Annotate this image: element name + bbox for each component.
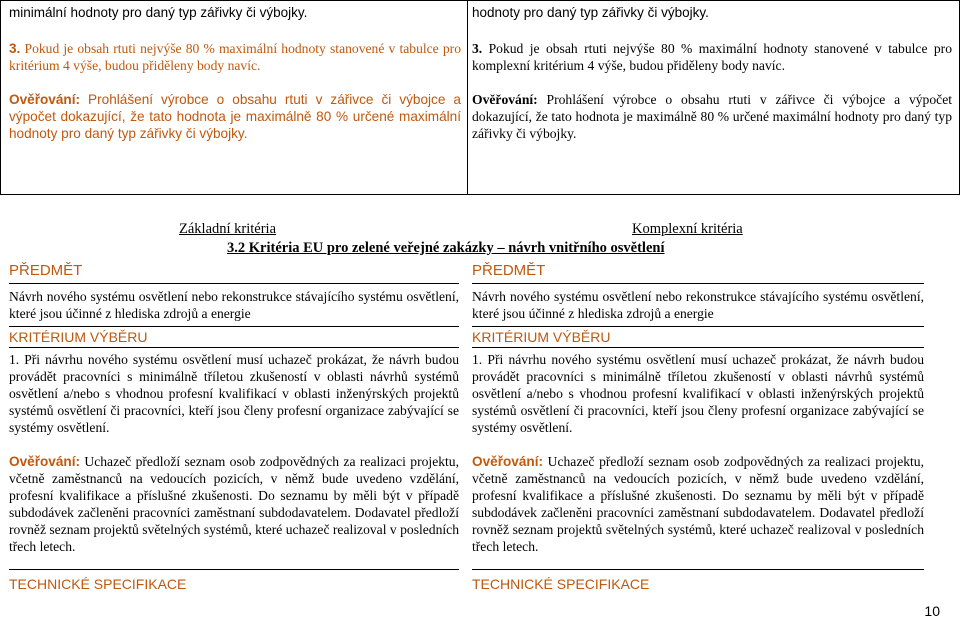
top-right-item3 xyxy=(472,40,952,74)
criterion-content xyxy=(472,347,924,555)
criterion-label: KRITÉRIUM VÝBĚRU xyxy=(472,329,611,345)
criterion-label: KRITÉRIUM VÝBĚRU xyxy=(9,329,148,345)
page-number: 10 xyxy=(924,603,940,619)
top-right-line1: hodnoty pro daný typ zářivky či výbojky. xyxy=(472,5,709,20)
verify-label: Ověřování: xyxy=(472,92,538,107)
subject-box xyxy=(9,283,459,322)
criterion-box xyxy=(9,326,459,346)
item3-text: Pokud je obsah rtuti nejvýše 80 % maximální hodnoty stanovené v tabulce pro komplexní kritérium 4 výše, budou přiděleny body navíc. xyxy=(472,41,952,73)
verify-text: Prohlášení výrobce o obsahu rtuti v zářivce či výbojce a výpočet dokazující, že tato hodnota je maximálně 80 % určené maximální hodnoty pro daný typ zářivky či výbojky. xyxy=(9,92,461,141)
subject-text: Návrh nového systému osvětlení nebo rekonstrukce stávajícího systému osvětlení, které jsou účinné z hlediska zdrojů a energie xyxy=(9,289,459,321)
top-left-item3 xyxy=(9,40,461,74)
top-left-line1: minimální hodnoty pro daný typ zářivky či výbojky. xyxy=(9,5,308,20)
verify-label: Ověřování: xyxy=(9,454,81,469)
item3-number: 3. xyxy=(9,41,21,56)
top-right-cell xyxy=(472,4,952,142)
top-right-verify xyxy=(472,91,952,142)
right-column xyxy=(472,262,924,593)
top-left-verify xyxy=(9,91,461,142)
heading-basic: Základní kritéria xyxy=(179,221,277,237)
subject-text: Návrh nového systému osvětlení nebo rekonstrukce stávajícího systému osvětlení, které jsou účinné z hlediska zdrojů a energie xyxy=(472,289,924,321)
verify-paragraph xyxy=(9,453,459,555)
criterion-box xyxy=(472,326,924,346)
subject-label: PŘEDMĚT xyxy=(9,262,83,279)
section-title: 3.2 Kritéria EU pro zelené veřejné zakázky – návrh vnitřního osvětlení xyxy=(227,240,665,256)
item3-text: Pokud je obsah rtuti nejvýše 80 % maximální hodnoty stanovené v tabulce pro kritérium 4 výše, budou přiděleny body navíc. xyxy=(9,41,461,73)
verify-text: Uchazeč předloží seznam osob zodpovědných za realizaci projektu, včetně zaměstnanců na vedoucích pozicích, v němž bude uvedeno vzdělání, profesní kvalifikace a příslušné zkušenosti. Do seznamu by měli být v případě subdodávek začleněni pracovníci zaměstnaní subdodavatelem. Dodavatel předloží rovněž seznam projektů světelných systémů, které uchazeč realizoval v posledních třech letech. xyxy=(9,454,459,554)
tech-label: TECHNICKÉ SPECIFIKACE xyxy=(472,576,650,592)
criterion-content xyxy=(9,347,459,555)
verify-paragraph xyxy=(472,453,924,555)
criterion-text: 1. Při návrhu nového systému osvětlení musí uchazeč prokázat, že návrh budou provádět pracovníci s minimálně tříletou zkušeností v oblasti návrhů systémů osvětlení a/nebo s vhodnou profesní kvalifikací v oblasti inženýrských projektů systémů osvětlení či pracovníci, kteří jsou členy profesní organizace zabývající se systémy osvětlení. xyxy=(9,352,459,435)
heading-complex: Komplexní kritéria xyxy=(632,221,743,237)
top-left-cell xyxy=(9,4,461,142)
criterion-text: 1. Při návrhu nového systému osvětlení musí uchazeč prokázat, že návrh budou provádět pracovníci s minimálně tříletou zkušeností v oblasti návrhů systémů osvětlení a/nebo s vhodnou profesní kvalifikací v oblasti inženýrských projektů systémů osvětlení či pracovníci, kteří jsou členy profesní organizace zabývající se systémy osvětlení. xyxy=(472,352,924,435)
table-border-bottom xyxy=(0,194,960,195)
table-border-top xyxy=(0,0,960,1)
tech-label: TECHNICKÉ SPECIFIKACE xyxy=(9,576,187,592)
verify-label: Ověřování: xyxy=(472,454,544,469)
verify-text: Uchazeč předloží seznam osob zodpovědných za realizaci projektu, včetně zaměstnanců na vedoucích pozicích, v němž bude uvedeno vzdělání, profesní kvalifikace a příslušné zkušenosti. Do seznamu by měli být v případě subdodávek začleněni pracovníci zaměstnaní subdodavatelem. Dodavatel předloží rovněž seznam projektů světelných systémů, které uchazeč realizoval v posledních třech letech. xyxy=(472,454,924,554)
table-border-mid xyxy=(467,0,468,195)
table-border-left xyxy=(0,0,1,195)
item3-number: 3. xyxy=(472,41,483,56)
top-table xyxy=(0,0,960,195)
verify-text: Prohlášení výrobce o obsahu rtuti v zářivce či výbojce a výpočet dokazující, že tato hodnota je maximálně 80 % určené maximální hodnoty pro daný typ zářivky či výbojky. xyxy=(472,92,952,141)
left-column xyxy=(9,262,459,593)
subject-box xyxy=(472,283,924,322)
verify-label: Ověřování: xyxy=(9,92,81,107)
tech-box xyxy=(9,569,459,593)
subject-label: PŘEDMĚT xyxy=(472,262,546,279)
tech-box xyxy=(472,569,924,593)
